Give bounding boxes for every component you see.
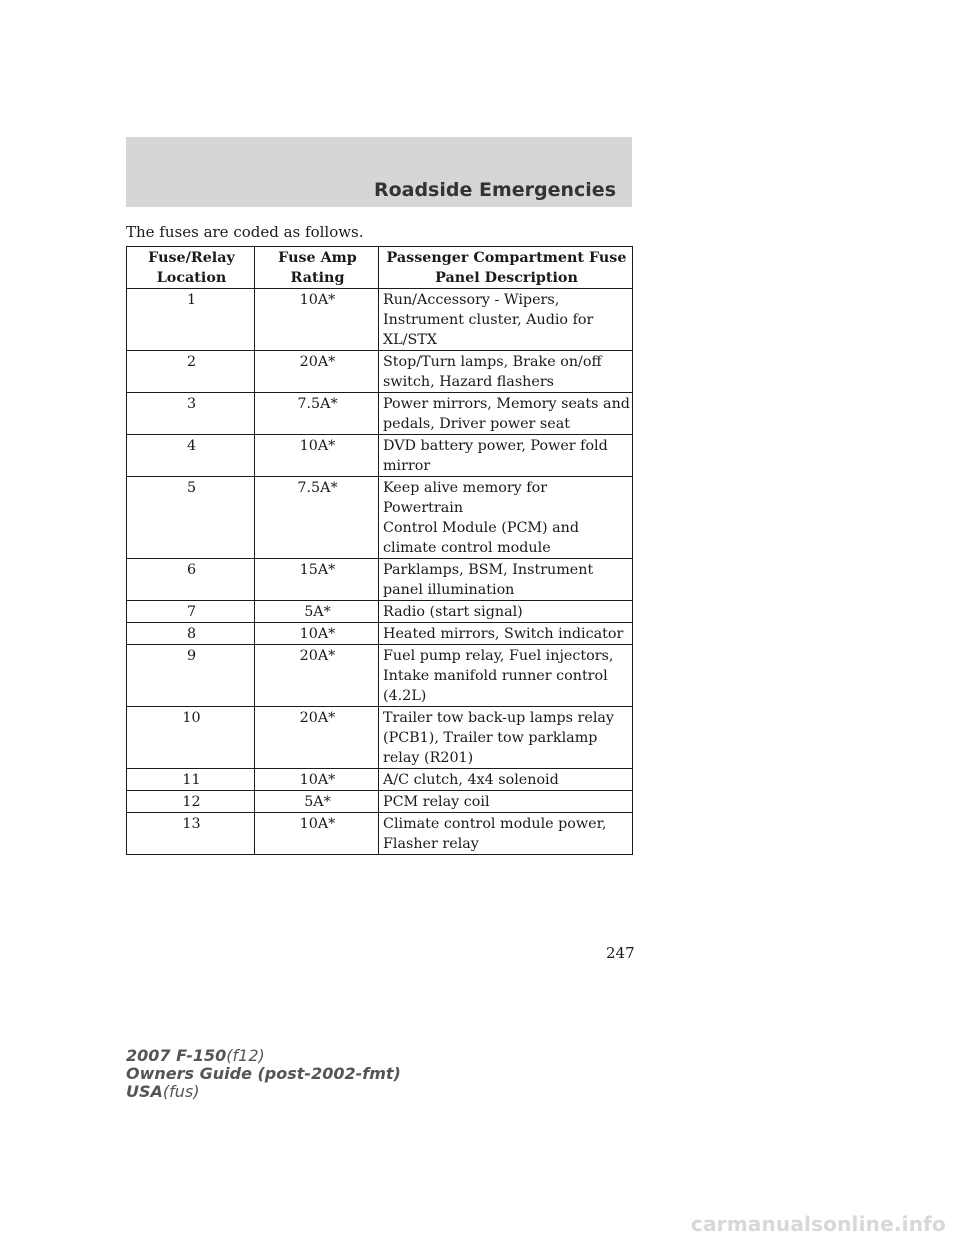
column-header-amp-rating: Fuse Amp Rating — [255, 247, 379, 289]
table-row — [127, 435, 633, 477]
table-row — [127, 645, 633, 707]
column-header-location: Fuse/Relay Location — [127, 247, 255, 289]
cell-location: 13 — [127, 813, 255, 855]
cell-description — [379, 351, 633, 393]
cell-description — [379, 289, 633, 351]
table-row — [127, 623, 633, 645]
column-header-description: Passenger Compartment Fuse Panel Description — [379, 247, 633, 289]
cell-location: 5 — [127, 477, 255, 559]
cell-description — [379, 601, 633, 623]
cell-description — [379, 645, 633, 707]
cell-location: 8 — [127, 623, 255, 645]
table-row — [127, 559, 633, 601]
cell-description — [379, 393, 633, 435]
description-line: mirror — [383, 458, 431, 474]
description-line: Parklamps, BSM, Instrument — [383, 562, 594, 578]
cell-description — [379, 813, 633, 855]
description-line: Instrument cluster, Audio for — [383, 312, 594, 328]
footer-line-guide: Owners Guide (post-2002-fmt) — [126, 1064, 401, 1083]
table-row — [127, 791, 633, 813]
cell-location: 9 — [127, 645, 255, 707]
table-row — [127, 393, 633, 435]
cell-description — [379, 707, 633, 769]
cell-location: 11 — [127, 769, 255, 791]
cell-description — [379, 623, 633, 645]
intro-text: The fuses are coded as follows. — [126, 223, 364, 241]
table-row — [127, 813, 633, 855]
cell-location: 10 — [127, 707, 255, 769]
description-line: Run/Accessory - Wipers, — [383, 292, 560, 308]
table-header-row — [127, 247, 633, 289]
cell-amp-rating: 10A* — [255, 623, 379, 645]
description-line: Stop/Turn lamps, Brake on/off — [383, 354, 602, 370]
table-row — [127, 477, 633, 559]
cell-amp-rating: 10A* — [255, 435, 379, 477]
description-line: climate control module — [383, 540, 551, 556]
cell-description — [379, 435, 633, 477]
description-line: Radio (start signal) — [383, 604, 523, 620]
description-line: pedals, Driver power seat — [383, 416, 570, 432]
description-line: switch, Hazard flashers — [383, 374, 555, 390]
table-row — [127, 769, 633, 791]
fuse-table — [126, 246, 633, 855]
cell-location: 6 — [127, 559, 255, 601]
cell-amp-rating: 5A* — [255, 791, 379, 813]
cell-amp-rating: 15A* — [255, 559, 379, 601]
description-line: Keep alive memory for Powertrain — [383, 480, 548, 516]
table-row — [127, 601, 633, 623]
section-header-band — [126, 137, 632, 207]
description-line: DVD battery power, Power fold — [383, 438, 608, 454]
fuse-table-body — [127, 289, 633, 855]
description-line: Power mirrors, Memory seats and — [383, 396, 630, 412]
cell-amp-rating: 20A* — [255, 645, 379, 707]
cell-amp-rating: 10A* — [255, 769, 379, 791]
document-footer — [126, 1047, 401, 1101]
description-line: Control Module (PCM) and — [383, 520, 580, 536]
description-line: relay (R201) — [383, 750, 474, 766]
cell-location: 3 — [127, 393, 255, 435]
cell-description — [379, 559, 633, 601]
cell-description — [379, 791, 633, 813]
description-line: (4.2L) — [383, 688, 427, 704]
description-line: Heated mirrors, Switch indicator — [383, 626, 624, 642]
description-line: Trailer tow back-up lamps relay — [383, 710, 614, 726]
description-line: (PCB1), Trailer tow parklamp — [383, 730, 598, 746]
description-line: panel illumination — [383, 582, 515, 598]
section-title: Roadside Emergencies — [373, 179, 616, 201]
description-line: XL/STX — [383, 332, 437, 348]
cell-amp-rating: 10A* — [255, 289, 379, 351]
table-row — [127, 289, 633, 351]
page-number: 247 — [606, 944, 635, 962]
cell-location: 12 — [127, 791, 255, 813]
table-row — [127, 707, 633, 769]
footer-line-model: 2007 F-150(f12) — [126, 1046, 265, 1065]
description-line: PCM relay coil — [383, 794, 490, 810]
footer-line-market: USA(fus) — [126, 1082, 200, 1101]
description-line: Fuel pump relay, Fuel injectors, — [383, 648, 614, 664]
cell-amp-rating: 7.5A* — [255, 477, 379, 559]
watermark-text: carmanualsonline.info — [690, 1212, 946, 1236]
description-line: Flasher relay — [383, 836, 479, 852]
cell-description — [379, 477, 633, 559]
cell-location: 1 — [127, 289, 255, 351]
cell-description — [379, 769, 633, 791]
description-line: A/C clutch, 4x4 solenoid — [383, 772, 559, 788]
description-line: Climate control module power, — [383, 816, 607, 832]
table-row — [127, 351, 633, 393]
cell-location: 4 — [127, 435, 255, 477]
cell-amp-rating: 5A* — [255, 601, 379, 623]
cell-location: 7 — [127, 601, 255, 623]
cell-amp-rating: 20A* — [255, 707, 379, 769]
description-line: Intake manifold runner control — [383, 668, 608, 684]
cell-amp-rating: 7.5A* — [255, 393, 379, 435]
cell-amp-rating: 20A* — [255, 351, 379, 393]
cell-location: 2 — [127, 351, 255, 393]
cell-amp-rating: 10A* — [255, 813, 379, 855]
